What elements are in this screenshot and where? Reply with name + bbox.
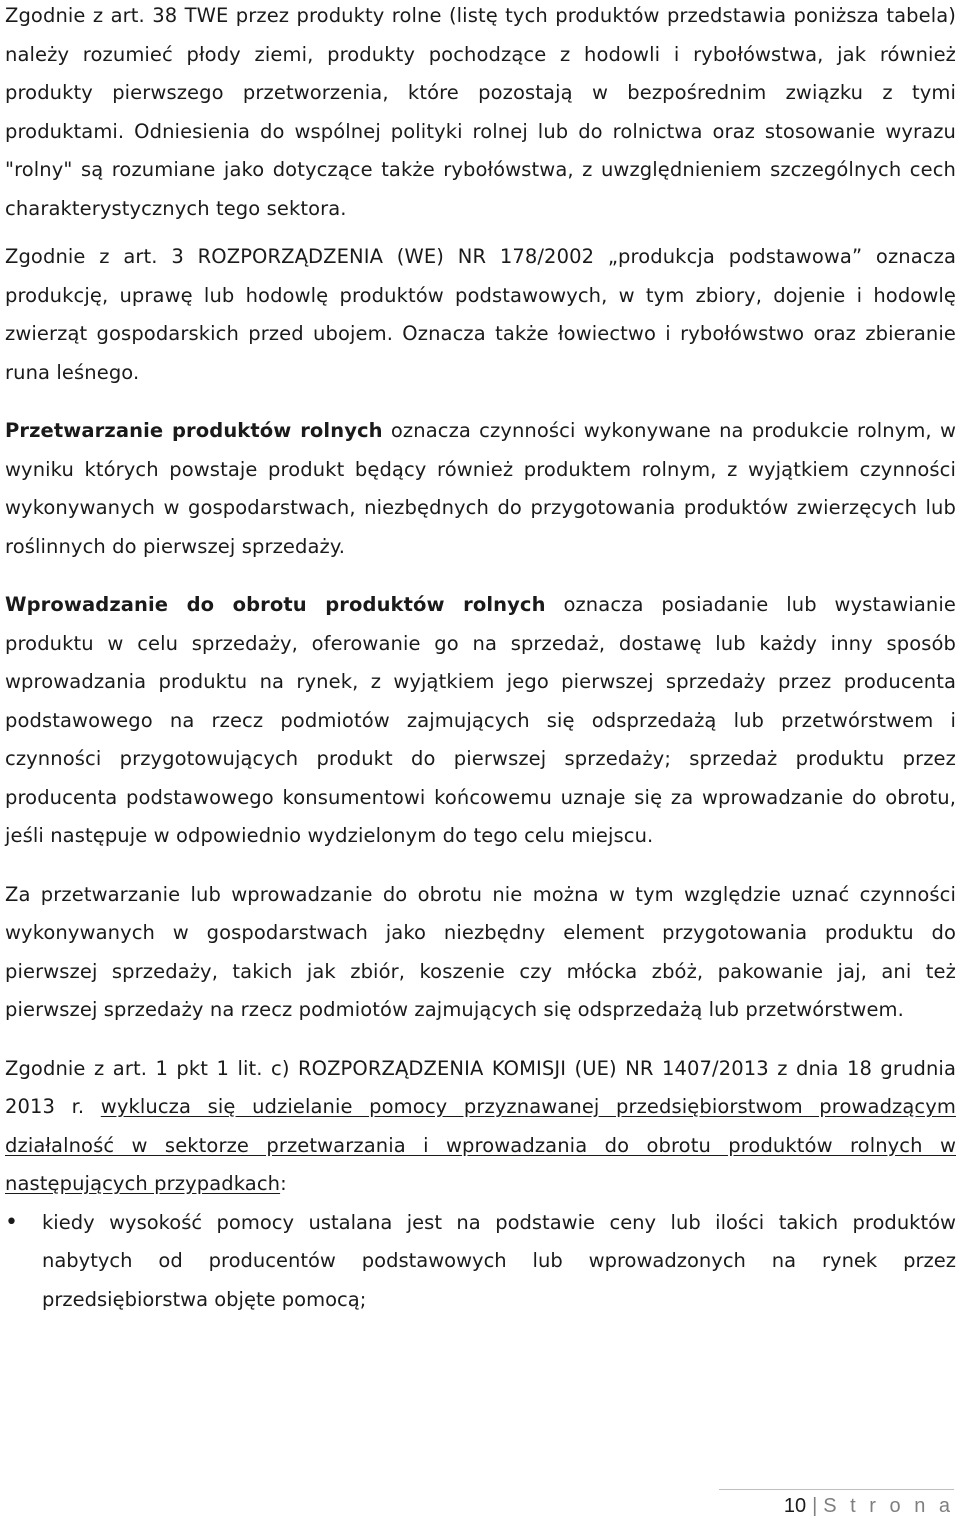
footer-separator: |	[812, 1495, 818, 1517]
term-marketing: Wprowadzanie do obrotu produktów rolnych	[5, 593, 546, 616]
paragraph-regulation	[5, 1050, 956, 1204]
paragraph-agricultural-products: Zgodnie z art. 38 TWE przez produkty rolne (listę tych produktów przedstawia poniższa tabela) należy rozumieć płody ziemi, produkty pochodzące z hodowli i rybołówstwa, jak również produkty pierwszego przetworzenia, które pozostają w bezpośrednim związku z tymi produktami. Odniesienia do wspólnej polityki rolnej lub do rolnictwa oraz stosowanie wyrazu "rolny" są rozumiane jako dotyczące także rybołówstwa, z uwzględnieniem szczególnych cech charakterystycznych tego sektora.	[5, 4, 956, 220]
page-footer	[719, 1489, 954, 1518]
paragraph-exclusions: Za przetwarzanie lub wprowadzanie do obrotu nie można w tym względzie uznać czynności wykonywanych w gospodarstwach jako niezbędny element przygotowania produktu do pierwszej sprzedaży, takich jak zbiór, koszenie czy młócka zbóż, pakowanie jaj, ani też pierwszej sprzedaży na rzecz podmiotów zajmujących się odsprzedażą lub przetwórstwem.	[5, 882, 956, 1021]
regulation-underlined-text: wyklucza się udzielanie pomocy przyznawanej przedsiębiorstwom prowadzącym działalność w sektorze przetwarzania i wprowadzania do obrotu produktów rolnych w następujących przypadkach	[5, 1095, 956, 1195]
list-item-text: kiedy wysokość pomocy ustalana jest na podstawie ceny lub ilości takich produktów nabytych od producentów podstawowych lub wprowadzonych na rynek przez przedsiębiorstwa objęte pomocą;	[42, 1210, 956, 1311]
paragraph-processing	[5, 412, 956, 566]
list-item	[5, 1204, 956, 1320]
regulation-reference: Zgodnie z art. 1 pkt 1 lit. c) ROZPORZĄDZENIA KOMISJI (UE) NR 1407/2013 z dnia 18 grudnia 2013 r.	[5, 1056, 956, 1118]
paragraph-primary-production: Zgodnie z art. 3 ROZPORZĄDZENIA (WE) NR 178/2002 „produkcja podstawowa” oznacza produkcję, uprawę lub hodowlę produktów podstawowych, w tym zbiory, dojenie i hodowlę zwierząt gospodarskich przed ubojem. Oznacza także łowiectwo i rybołówstwo oraz zbieranie runa leśnego.	[5, 245, 956, 384]
regulation-colon: :	[280, 1172, 287, 1195]
page-number: 10	[783, 1495, 807, 1517]
document-page	[5, 0, 956, 1319]
term-processing: Przetwarzanie produktów rolnych	[5, 419, 383, 442]
page-label: S t r o n a	[823, 1495, 954, 1517]
paragraph-marketing	[5, 586, 956, 856]
definition-processing: oznacza czynności wykonywane na produkcie rolnym, w wyniku których powstaje produkt będący również produktem rolnym, z wyjątkiem czynności wykonywanych w gospodarstwach, niezbędnych do przygotowania produktów zwierzęcych lub roślinnych do pierwszej sprzedaży.	[5, 419, 956, 558]
bullet-list	[5, 1204, 956, 1320]
definition-marketing: oznacza posiadanie lub wystawianie produktu w celu sprzedaży, oferowanie go na sprzedaż, dostawę lub każdy inny sposób wprowadzania produktu na rynek, z wyjątkiem jego pierwszej sprzedaży przez producenta podstawowego na rzecz podmiotów zajmujących się odsprzedażą lub przetwórstwem i czynności przygotowujących produkt do pierwszej sprzedaży; sprzedaż produktu przez producenta podstawowego konsumentowi końcowemu uznaje się za wprowadzanie do obrotu, jeśli następuje w odpowiednio wydzielonym do tego celu miejscu.	[5, 593, 956, 847]
bullet-icon: •	[5, 1209, 18, 1235]
